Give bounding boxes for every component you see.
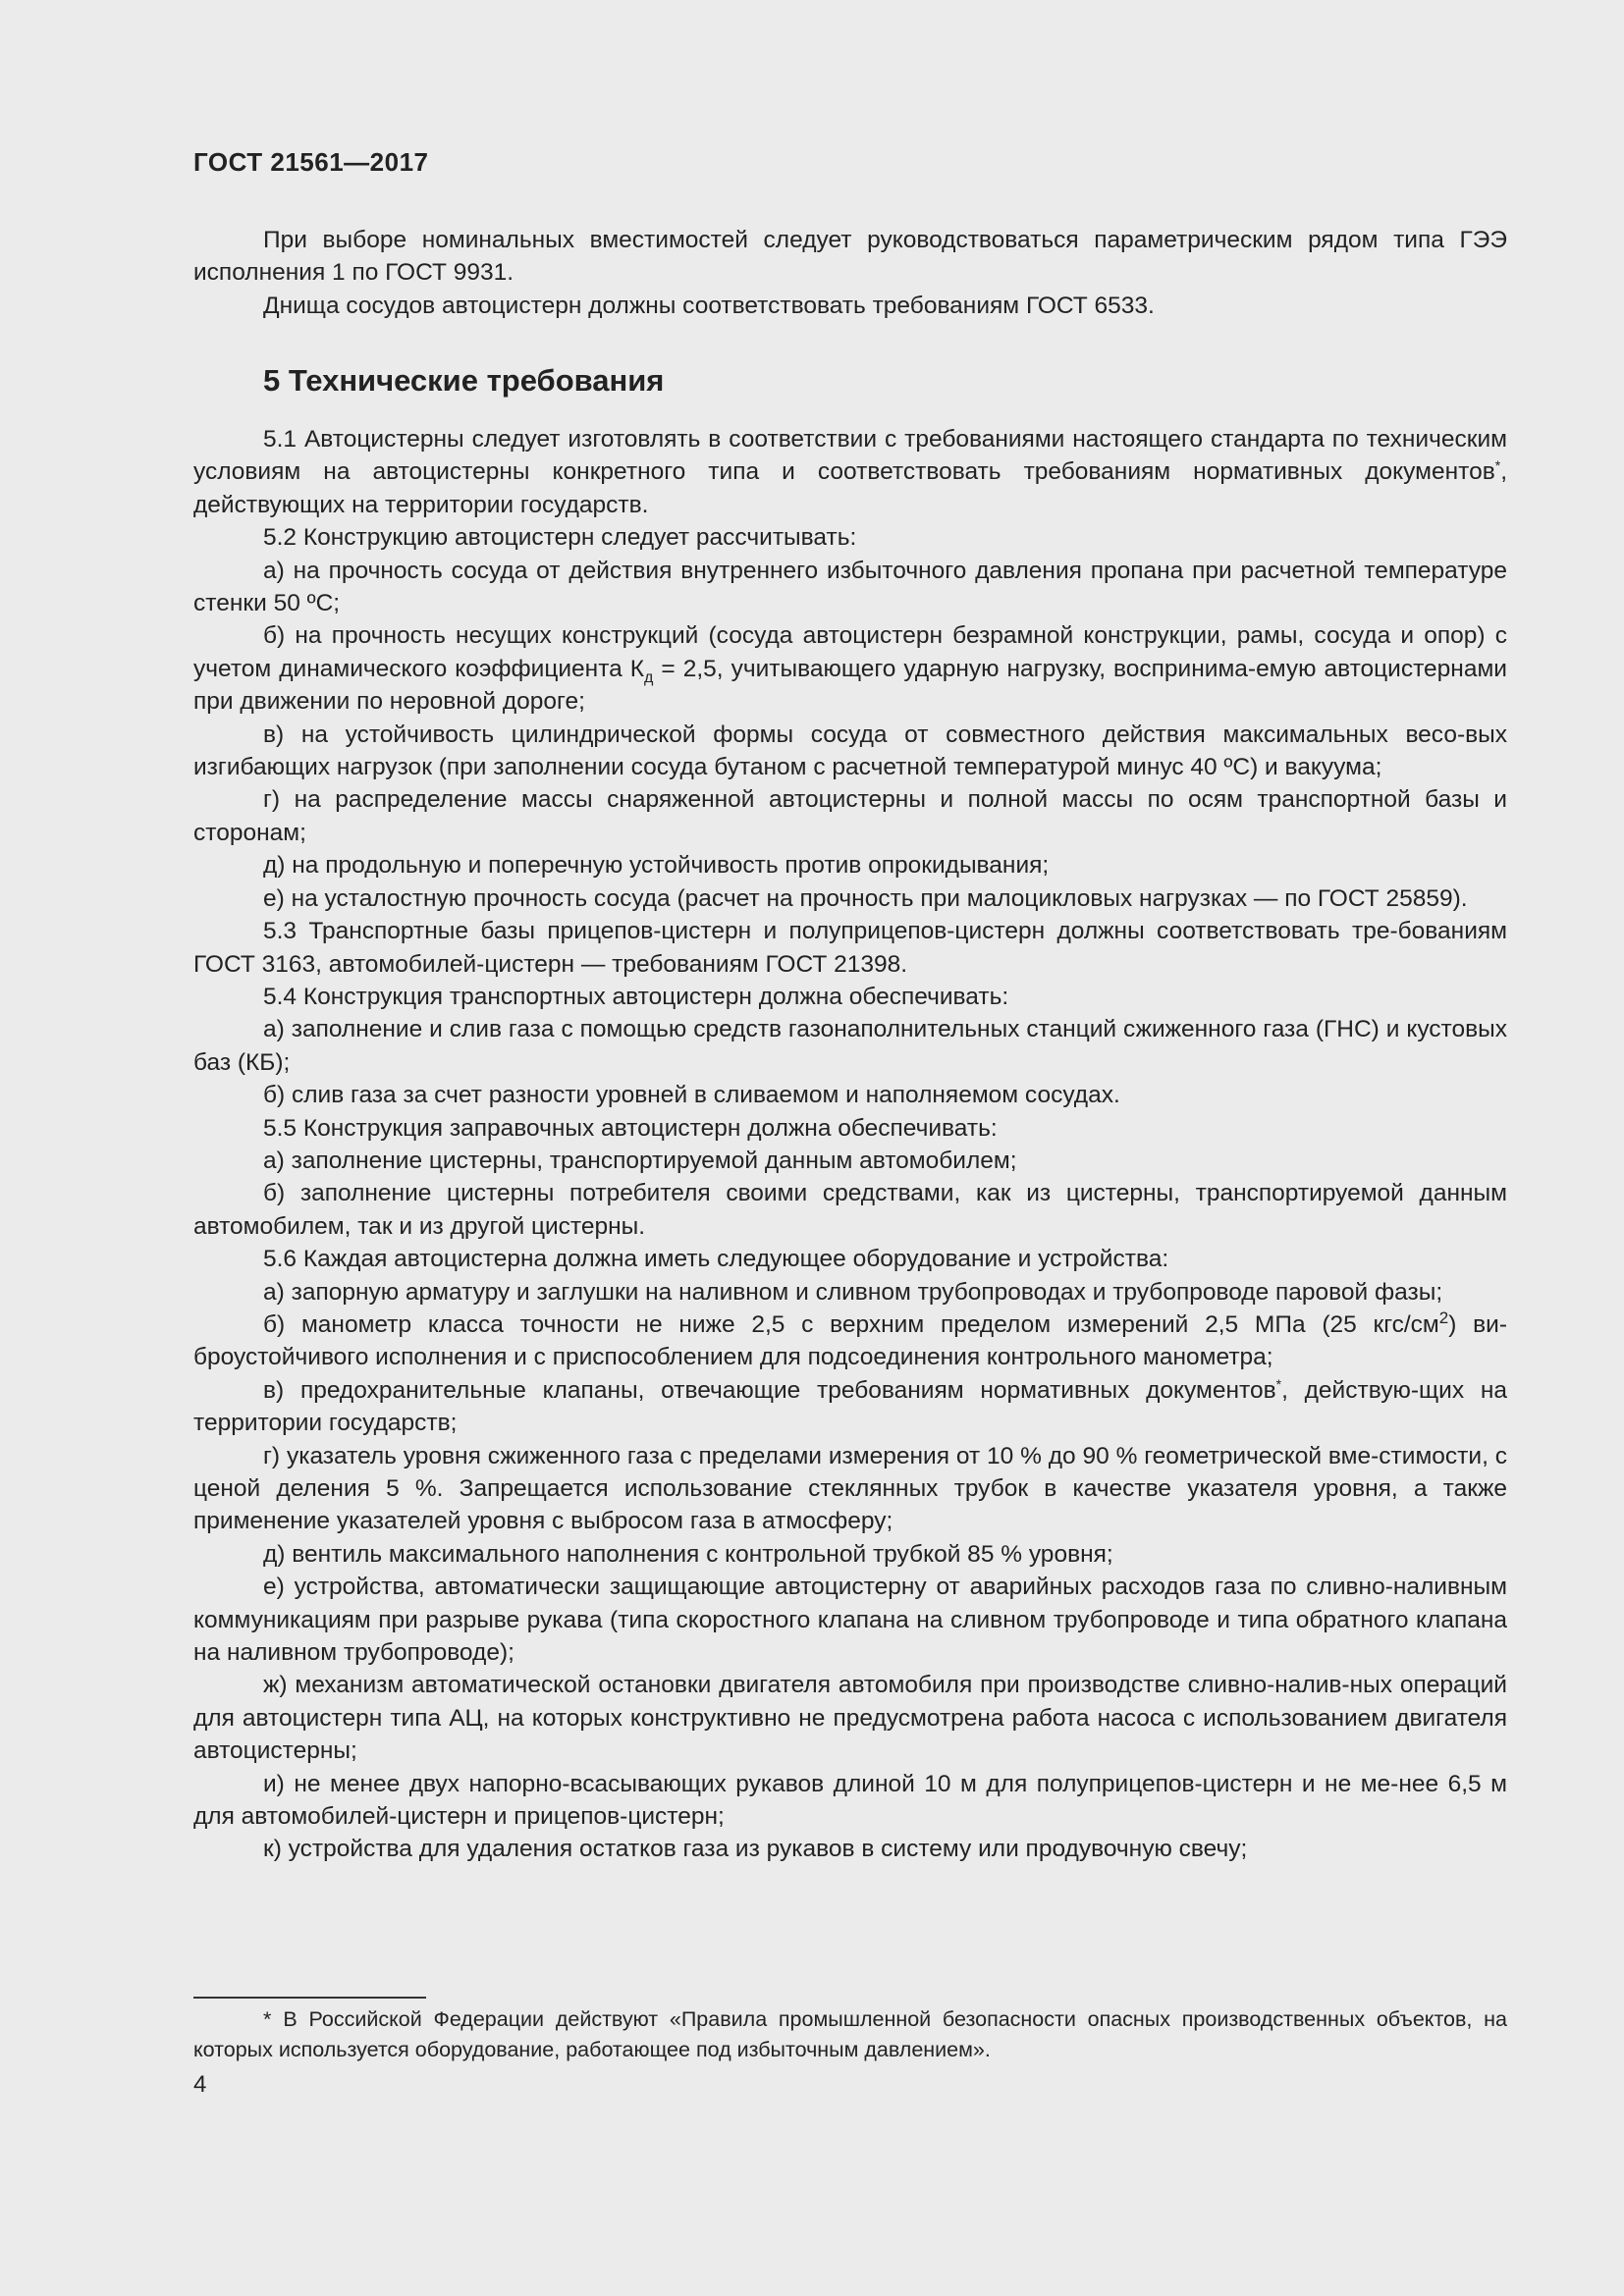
footnote-mark: * bbox=[263, 2007, 272, 2031]
clause-5-4-a: а) заполнение и слив газа с помощью средств газонаполнительных станций сжиженного газа (ГНС) и кустовых баз (КБ); bbox=[193, 1016, 1507, 1076]
clause-5-2: 5.2 Конструкцию автоцистерн следует рассчитывать: bbox=[263, 524, 857, 552]
unit-superscript: 2 bbox=[1438, 1308, 1449, 1327]
clause-5-5-a: а) заполнение цистерны, транспортируемой данным автомобилем; bbox=[263, 1147, 1017, 1174]
section-body bbox=[193, 423, 1507, 1866]
document-header-code: ГОСТ 21561—2017 bbox=[193, 147, 429, 177]
clause-5-6-a: а) запорную арматуру и заглушки на наливном и сливном трубопроводах и трубопроводе паровой фазы; bbox=[263, 1278, 1443, 1306]
clause-5-2-e: е) на усталостную прочность сосуда (расчет на прочность при малоцикловых нагрузках — по ГОСТ 25859). bbox=[263, 884, 1468, 912]
clause-5-6-d: д) вентиль максимального наполнения с контрольной трубкой 85 % уровня; bbox=[263, 1540, 1113, 1568]
clause-5-6-k: к) устройства для удаления остатков газа из рукавов в систему или продувочную свечу; bbox=[263, 1836, 1248, 1863]
clause-5-4: 5.4 Конструкция транспортных автоцистерн должна обеспечивать: bbox=[263, 983, 1009, 1010]
intro-paragraph-1: При выборе номинальных вместимостей следует руководствоваться параметрическим рядом типа ГЭЭ исполнения 1 по ГОСТ 9931. bbox=[193, 227, 1507, 287]
clause-5-6-i: и) не менее двух напорно-всасывающих рукавов длиной 10 м для полуприцепов-цистерн и не ме-нее 6,5 м для автомобилей-цистерн и прицепов-цистерн; bbox=[193, 1770, 1507, 1831]
clause-5-3: 5.3 Транспортные базы прицепов-цистерн и полуприцепов-цистерн должны соответствовать тре-бованиям ГОСТ 3163, автомобилей-цистерн — требованиям ГОСТ 21398. bbox=[193, 918, 1507, 978]
intro-paragraph-2: Днища сосудов автоцистерн должны соответствовать требованиям ГОСТ 6533. bbox=[263, 292, 1155, 319]
footnote-ref-mark: * bbox=[1494, 457, 1501, 474]
footnote-divider bbox=[193, 1997, 426, 1999]
clause-5-2-g: г) на распределение массы снаряженной автоцистерны и полной массы по осям транспортной базы и сторонам; bbox=[193, 786, 1507, 846]
clause-5-6-zh: ж) механизм автоматической остановки двигателя автомобиля при производстве сливно-налив-ных операций для автоцистерн типа АЦ, на которых конструктивно не предусмотрена работа насоса с использованием двигателя автоцистерны; bbox=[193, 1672, 1507, 1765]
clause-5-5: 5.5 Конструкция заправочных автоцистерн должна обеспечивать: bbox=[263, 1114, 998, 1142]
clause-5-2-b: б) на прочность несущих конструкций (сосуда автоцистерн безрамной конструкции, рамы, сосуда и опор) с учетом динамического коэффициента $К_д = 2,5$, учитывающего ударную нагрузку, воспринима-емую автоцистернами при движении по неровной дороге; bbox=[193, 622, 1507, 716]
coefficient-subscript: д bbox=[644, 668, 654, 686]
clause-5-4-b: б) слив газа за счет разности уровней в сливаемом и наполняемом сосудах. bbox=[263, 1082, 1120, 1109]
clause-5-5-b: б) заполнение цистерны потребителя своими средствами, как из цистерны, транспортируемой данным автомобилем, так и из другой цистерны. bbox=[193, 1180, 1507, 1240]
page-number: 4 bbox=[193, 2071, 207, 2098]
clause-5-2-a: а) на прочность сосуда от действия внутреннего избыточного давления пропана при расчетной температуре стенки 50 ºС; bbox=[193, 557, 1507, 617]
clause-5-6-e: е) устройства, автоматически защищающие автоцистерну от аварийных расходов газа по сливно-наливным коммуникациям при разрыве рукава (типа скоростного клапана на сливном трубопроводе и типа обратного клапана на наливном трубопроводе); bbox=[193, 1574, 1507, 1667]
clause-5-1: 5.1 Автоцистерны следует изготовлять в соответствии с требованиями настоящего стандарта по техническим условиям на автоцистерны конкретного типа и соответствовать требованиям нормативных документов*, действующих на территории государств. bbox=[193, 426, 1507, 518]
clause-5-6-g: г) указатель уровня сжиженного газа с пределами измерения от 10 % до 90 % геометрической вме-стимости, с ценой деления 5 %. Запрещается использование стеклянных трубок в качестве указателя уровня, а также применение указателей уровня с выбросом газа в атмосферу; bbox=[193, 1442, 1507, 1535]
footnote-ref-mark: * bbox=[1275, 1375, 1282, 1392]
clause-5-6-v: в) предохранительные клапаны, отвечающие требованиям нормативных документов*, действую-щих на территории государств; bbox=[193, 1375, 1507, 1437]
footnote-text: В Российской Федерации действуют «Правила промышленной безопасности опасных производственных объектов, на которых используется оборудование, работающее под избыточным давлением». bbox=[193, 2007, 1507, 2061]
clause-5-2-d: д) на продольную и поперечную устойчивость против опрокидывания; bbox=[263, 852, 1050, 880]
section-title: 5 Технические требования bbox=[263, 363, 665, 398]
clause-5-6: 5.6 Каждая автоцистерна должна иметь следующее оборудование и устройства: bbox=[263, 1246, 1169, 1273]
clause-5-6-b: б) манометр класса точности не ниже 2,5 с верхним пределом измерений 2,5 МПа (25 кгс/$см^2$) ви-броустойчивого исполнения и с приспособлением для подсоединения контрольного манометра; bbox=[193, 1308, 1507, 1371]
intro-block bbox=[193, 224, 1507, 322]
footnote bbox=[193, 2004, 1507, 2065]
clause-5-2-v: в) на устойчивость цилиндрической формы сосуда от совместного действия максимальных весо-вых изгибающих нагрузок (при заполнении сосуда бутаном с расчетной температурой минус 40 ºС) и вакуума; bbox=[193, 721, 1507, 781]
